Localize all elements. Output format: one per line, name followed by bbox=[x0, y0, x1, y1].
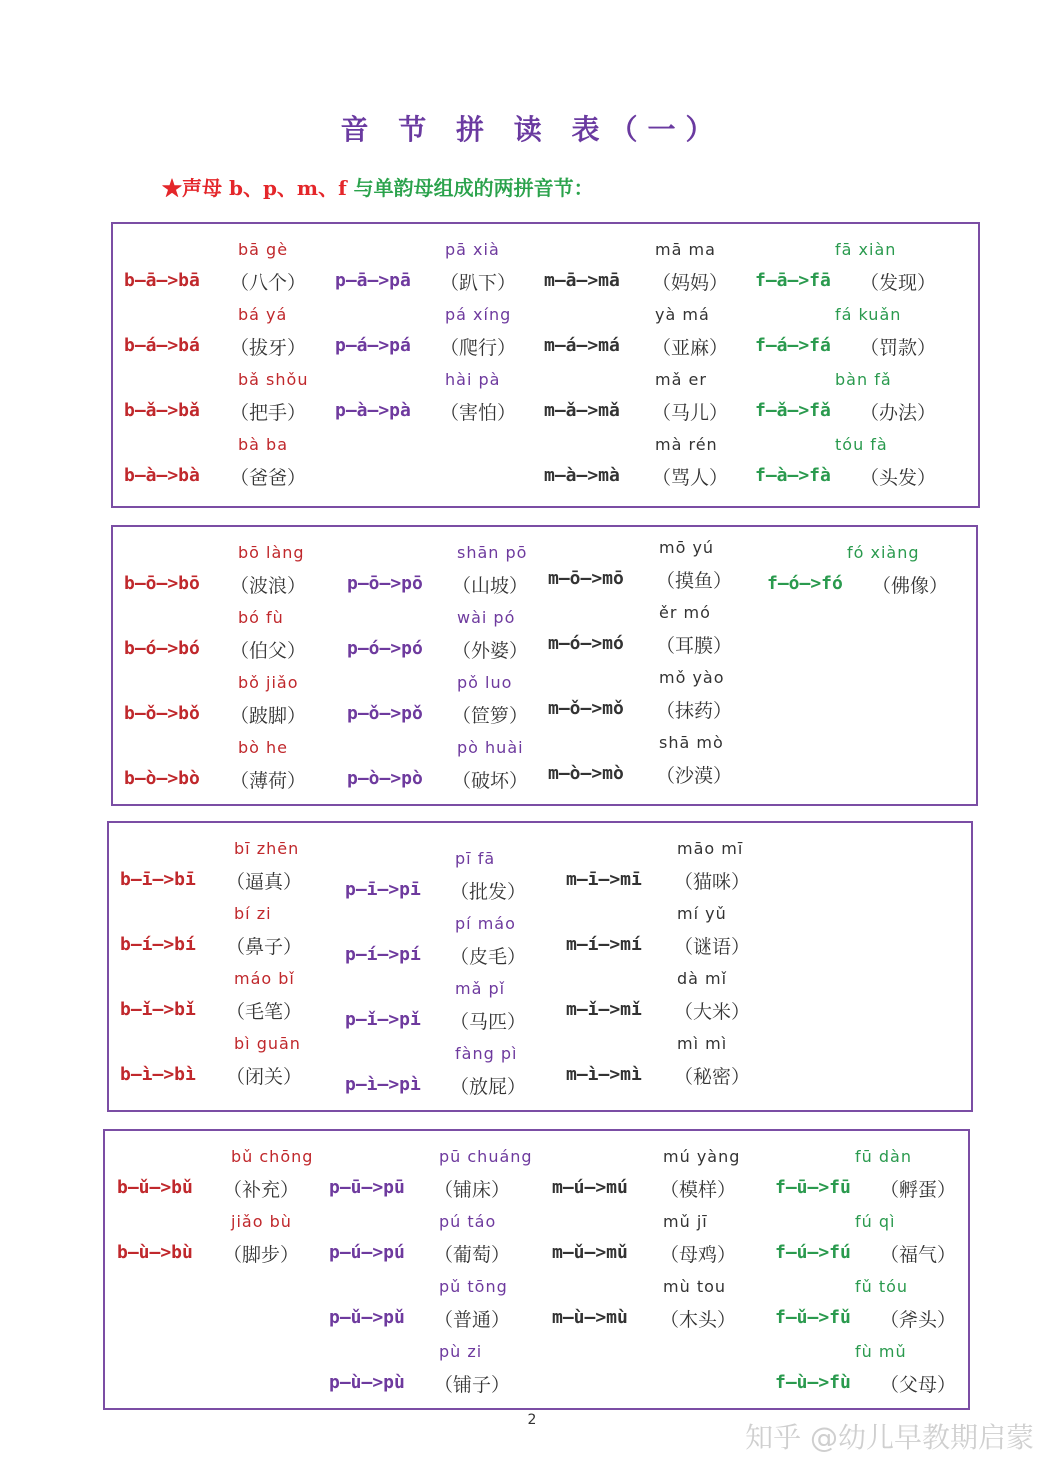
pinyin-hint: fā xiàn bbox=[835, 240, 897, 259]
pinyin-hint: mí yǔ bbox=[677, 904, 727, 923]
pinyin-hint: bǒ jiǎo bbox=[238, 673, 299, 692]
example-word: （猫咪） bbox=[674, 871, 751, 893]
example-word: （补充） bbox=[223, 1179, 300, 1201]
example-word: （放屁） bbox=[450, 1076, 527, 1098]
example-word: （鼻子） bbox=[226, 936, 303, 958]
example-word: （破坏） bbox=[452, 770, 529, 792]
pinyin-hint: fù mǔ bbox=[855, 1342, 907, 1361]
pinyin-hint: jiǎo bù bbox=[231, 1212, 292, 1231]
pinyin-hint: mǎ pǐ bbox=[455, 979, 506, 998]
spelling-formula: b—ā—>bā bbox=[124, 270, 200, 291]
spelling-formula: f—á—>fá bbox=[755, 335, 831, 356]
pinyin-hint: bō làng bbox=[238, 543, 305, 562]
spelling-formula: m—ǒ—>mǒ bbox=[548, 698, 624, 719]
example-word: （波浪） bbox=[230, 575, 307, 597]
example-word: （母鸡） bbox=[660, 1244, 737, 1266]
spelling-formula: f—ā—>fā bbox=[755, 270, 831, 291]
spelling-formula: p—ì—>pì bbox=[345, 1074, 421, 1095]
spelling-formula: b—ó—>bó bbox=[124, 638, 200, 659]
spelling-formula: f—ǎ—>fǎ bbox=[755, 400, 831, 421]
pinyin-hint: fá kuǎn bbox=[835, 305, 902, 324]
spelling-formula: b—ù—>bù bbox=[117, 1242, 193, 1263]
example-word: （沙漠） bbox=[656, 765, 733, 787]
pinyin-hint: pí máo bbox=[455, 914, 516, 933]
example-word: （普通） bbox=[434, 1309, 511, 1331]
pinyin-hint: bǎ shǒu bbox=[238, 370, 309, 389]
pinyin-hint: pǔ tōng bbox=[439, 1277, 508, 1296]
example-word: （薄荷） bbox=[230, 770, 307, 792]
spelling-formula: b—ī—>bī bbox=[120, 869, 196, 890]
spelling-formula: m—ǔ—>mǔ bbox=[552, 1242, 628, 1263]
pinyin-hint: pū chuáng bbox=[439, 1147, 533, 1166]
spelling-formula: p—á—>pá bbox=[335, 335, 411, 356]
example-word: （妈妈） bbox=[652, 272, 729, 294]
spelling-formula: m—à—>mà bbox=[544, 465, 620, 486]
spelling-formula: p—ǒ—>pǒ bbox=[347, 703, 423, 724]
example-word: （山坡） bbox=[452, 575, 529, 597]
spelling-formula: p—ò—>pò bbox=[347, 768, 423, 789]
spelling-formula: p—ǐ—>pǐ bbox=[345, 1009, 421, 1030]
pinyin-hint: bó fù bbox=[238, 608, 284, 627]
example-word: （斧头） bbox=[880, 1309, 957, 1331]
example-word: （外婆） bbox=[452, 640, 529, 662]
spelling-formula: b—ǔ—>bǔ bbox=[117, 1177, 193, 1198]
example-word: （皮毛） bbox=[450, 946, 527, 968]
spelling-formula: p—ū—>pū bbox=[329, 1177, 405, 1198]
spelling-formula: m—ì—>mì bbox=[566, 1064, 642, 1085]
syllable-section-4 bbox=[103, 1129, 970, 1410]
pinyin-hint: bí zi bbox=[234, 904, 272, 923]
pinyin-hint: māo mī bbox=[677, 839, 744, 858]
section-subtitle bbox=[162, 172, 594, 201]
pinyin-hint: pú táo bbox=[439, 1212, 497, 1231]
pinyin-hint: máo bǐ bbox=[234, 969, 295, 988]
spelling-formula: p—ā—>pā bbox=[335, 270, 411, 291]
example-word: （福气） bbox=[880, 1244, 957, 1266]
example-word: （谜语） bbox=[674, 936, 751, 958]
star-icon: ★ bbox=[162, 176, 182, 200]
pinyin-hint: fó xiàng bbox=[847, 543, 920, 562]
example-word: （毛笔） bbox=[226, 1001, 303, 1023]
pinyin-hint: pā xià bbox=[445, 240, 500, 259]
spelling-formula: b—ǒ—>bǒ bbox=[124, 703, 200, 724]
pinyin-hint: bǔ chōng bbox=[231, 1147, 314, 1166]
pinyin-hint: tóu fà bbox=[835, 435, 888, 454]
spelling-formula: m—ò—>mò bbox=[548, 763, 624, 784]
spelling-formula: b—í—>bí bbox=[120, 934, 196, 955]
example-word: （害怕） bbox=[440, 402, 517, 424]
pinyin-hint: pù zi bbox=[439, 1342, 483, 1361]
spelling-formula: p—ù—>pù bbox=[329, 1372, 405, 1393]
spelling-formula: b—ò—>bò bbox=[124, 768, 200, 789]
spelling-formula: m—ó—>mó bbox=[548, 633, 624, 654]
pinyin-hint: bò he bbox=[238, 738, 289, 757]
example-word: （头发） bbox=[860, 467, 937, 489]
spelling-formula: m—á—>má bbox=[544, 335, 620, 356]
spelling-formula: b—ō—>bō bbox=[124, 573, 200, 594]
pinyin-hint: mǎ er bbox=[655, 370, 707, 389]
pinyin-hint: bā gè bbox=[238, 240, 289, 259]
example-word: （趴下） bbox=[440, 272, 517, 294]
pinyin-hint: mì mì bbox=[677, 1034, 728, 1053]
example-word: （耳膜） bbox=[656, 635, 733, 657]
example-word: （把手） bbox=[230, 402, 307, 424]
spelling-formula: p—à—>pà bbox=[335, 400, 411, 421]
example-word: （佛像） bbox=[872, 575, 949, 597]
example-word: （脚步） bbox=[223, 1244, 300, 1266]
spelling-formula: f—ǔ—>fǔ bbox=[775, 1307, 851, 1328]
example-word: （发现） bbox=[860, 272, 937, 294]
example-word: （伯父） bbox=[230, 640, 307, 662]
spelling-formula: b—ǎ—>bǎ bbox=[124, 400, 200, 421]
spelling-formula: p—ō—>pō bbox=[347, 573, 423, 594]
spelling-formula: m—ú—>mú bbox=[552, 1177, 628, 1198]
spelling-formula: p—ǔ—>pǔ bbox=[329, 1307, 405, 1328]
example-word: （闭关） bbox=[226, 1066, 303, 1088]
spelling-formula: m—ǐ—>mǐ bbox=[566, 999, 642, 1020]
spelling-formula: m—ù—>mù bbox=[552, 1307, 628, 1328]
spelling-formula: m—ā—>mā bbox=[544, 270, 620, 291]
pinyin-hint: mō yú bbox=[659, 538, 715, 557]
pinyin-hint: wài pó bbox=[457, 608, 516, 627]
spelling-formula: p—ī—>pī bbox=[345, 879, 421, 900]
subtitle-description: 与单韵母组成的两拼音节： bbox=[346, 176, 594, 200]
pinyin-hint: mù tou bbox=[663, 1277, 727, 1296]
spelling-formula: m—í—>mí bbox=[566, 934, 642, 955]
example-word: （骂人） bbox=[652, 467, 729, 489]
spelling-formula: f—ú—>fú bbox=[775, 1242, 851, 1263]
example-word: （爸爸） bbox=[230, 467, 307, 489]
page-number: 2 bbox=[527, 1412, 537, 1428]
spelling-formula: f—à—>fà bbox=[755, 465, 831, 486]
pinyin-hint: pī fā bbox=[455, 849, 496, 868]
spelling-formula: f—ū—>fū bbox=[775, 1177, 851, 1198]
pinyin-hint: shā mò bbox=[659, 733, 724, 752]
spelling-formula: b—á—>bá bbox=[124, 335, 200, 356]
example-word: （抹药） bbox=[656, 700, 733, 722]
page-title: 音 节 拼 读 表（一） bbox=[340, 113, 724, 146]
example-word: （逼真） bbox=[226, 871, 303, 893]
pinyin-hint: fàng pì bbox=[455, 1044, 518, 1063]
pinyin-hint: bì guān bbox=[234, 1034, 301, 1053]
spelling-formula: m—ī—>mī bbox=[566, 869, 642, 890]
pinyin-hint: dà mǐ bbox=[677, 969, 728, 988]
example-word: （跛脚） bbox=[230, 705, 307, 727]
example-word: （马匹） bbox=[450, 1011, 527, 1033]
pinyin-hint: yà má bbox=[655, 305, 710, 324]
pinyin-hint: bá yá bbox=[238, 305, 288, 324]
example-word: （秘密） bbox=[674, 1066, 751, 1088]
example-word: （批发） bbox=[450, 881, 527, 903]
pinyin-hint: mǔ jī bbox=[663, 1212, 708, 1231]
example-word: （八个） bbox=[230, 272, 307, 294]
pinyin-hint: ěr mó bbox=[659, 603, 711, 622]
pinyin-hint: bī zhēn bbox=[234, 839, 300, 858]
spelling-formula: m—ǎ—>mǎ bbox=[544, 400, 620, 421]
spelling-formula: m—ō—>mō bbox=[548, 568, 624, 589]
pinyin-hint: mú yàng bbox=[663, 1147, 741, 1166]
pinyin-hint: mà rén bbox=[655, 435, 718, 454]
pinyin-hint: fú qì bbox=[855, 1212, 896, 1231]
pinyin-hint: mǒ yào bbox=[659, 668, 725, 687]
example-word: （大米） bbox=[674, 1001, 751, 1023]
spelling-formula: f—ó—>fó bbox=[767, 573, 843, 594]
example-word: （木头） bbox=[660, 1309, 737, 1331]
example-word: （亚麻） bbox=[652, 337, 729, 359]
pinyin-hint: fū dàn bbox=[855, 1147, 912, 1166]
subtitle-initials: 声母 b、p、m、f bbox=[182, 176, 347, 200]
pinyin-hint: bà ba bbox=[238, 435, 289, 454]
example-word: （爬行） bbox=[440, 337, 517, 359]
pinyin-hint: hài pà bbox=[445, 370, 501, 389]
pinyin-hint: bàn fǎ bbox=[835, 370, 892, 389]
example-word: （孵蛋） bbox=[880, 1179, 957, 1201]
example-word: （模样） bbox=[660, 1179, 737, 1201]
example-word: （铺床） bbox=[434, 1179, 511, 1201]
example-word: （铺子） bbox=[434, 1374, 511, 1396]
spelling-formula: p—ú—>pú bbox=[329, 1242, 405, 1263]
spelling-formula: b—à—>bà bbox=[124, 465, 200, 486]
spelling-formula: p—ó—>pó bbox=[347, 638, 423, 659]
example-word: （摸鱼） bbox=[656, 570, 733, 592]
example-word: （马儿） bbox=[652, 402, 729, 424]
example-word: （罚款） bbox=[860, 337, 937, 359]
pinyin-hint: shān pō bbox=[457, 543, 528, 562]
spelling-formula: b—ì—>bì bbox=[120, 1064, 196, 1085]
spelling-formula: b—ǐ—>bǐ bbox=[120, 999, 196, 1020]
example-word: （拔牙） bbox=[230, 337, 307, 359]
example-word: （父母） bbox=[880, 1374, 957, 1396]
spelling-formula: p—í—>pí bbox=[345, 944, 421, 965]
pinyin-hint: pò huài bbox=[457, 738, 524, 757]
pinyin-hint: pǒ luo bbox=[457, 673, 513, 692]
pinyin-hint: mā ma bbox=[655, 240, 716, 259]
watermark: 知乎 @幼儿早教期启蒙 bbox=[745, 1421, 1034, 1454]
example-word: （笸箩） bbox=[452, 705, 529, 727]
syllable-section-2 bbox=[111, 525, 978, 806]
example-word: （办法） bbox=[860, 402, 937, 424]
pinyin-hint: fǔ tóu bbox=[855, 1277, 909, 1296]
spelling-formula: f—ù—>fù bbox=[775, 1372, 851, 1393]
example-word: （葡萄） bbox=[434, 1244, 511, 1266]
pinyin-hint: pá xíng bbox=[445, 305, 512, 324]
